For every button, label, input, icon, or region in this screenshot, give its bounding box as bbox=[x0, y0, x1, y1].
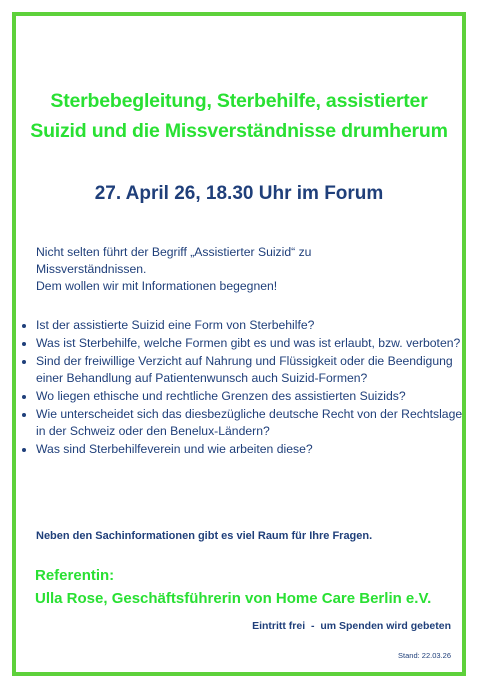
intro-line-2: Missverständnissen. bbox=[36, 262, 147, 276]
intro-line-3: Dem wollen wir mit Informationen begegnen! bbox=[36, 279, 278, 293]
intro-line-1: Nicht selten führt der Begriff „Assistierter Suizid“ zu bbox=[36, 245, 312, 259]
question-item: • Sind der freiwillige Verzicht auf Nahrung und Flüssigkeit oder die Beendigung einer Behandlung auf Patientenwunsch auch Suizid-Formen? bbox=[36, 353, 466, 387]
speaker-label: Referentin: bbox=[35, 567, 115, 584]
intro-text bbox=[36, 244, 446, 295]
question-list bbox=[20, 317, 466, 459]
question-item: • Wie unterscheidet sich das diesbezügliche deutsche Recht von der Rechtslage in der Schweiz oder den Benelux-Ländern? bbox=[36, 406, 466, 440]
event-title-line-2: Suizid und die Missverständnisse drumherum bbox=[30, 120, 448, 142]
speaker-name: Ulla Rose, Geschäftsführerin von Home Care Berlin e.V. bbox=[35, 590, 432, 607]
event-date: 27. April 26, 18.30 Uhr im Forum bbox=[94, 183, 384, 204]
speaker-block bbox=[35, 564, 465, 610]
status-date: Stand: 22.03.26 bbox=[398, 651, 451, 660]
questions-note: Neben den Sachinformationen gibt es viel Raum für Ihre Fragen. bbox=[36, 530, 373, 542]
question-item: • Wo liegen ethische und rechtliche Grenzen des assistierten Suizids? bbox=[36, 388, 466, 405]
question-item: • Was ist Sterbehilfe, welche Formen gibt es und was ist erlaubt, bzw. verboten? bbox=[36, 335, 466, 352]
question-item: • Was sind Sterbehilfeverein und wie arbeiten diese? bbox=[36, 441, 466, 458]
question-item: • Ist der assistierte Suizid eine Form von Sterbehilfe? bbox=[36, 317, 466, 334]
entry-note: Eintritt frei - um Spenden wird gebeten bbox=[252, 620, 451, 632]
event-title bbox=[0, 86, 478, 146]
event-title-line-1: Sterbebegleitung, Sterbehilfe, assistierter bbox=[50, 90, 428, 112]
